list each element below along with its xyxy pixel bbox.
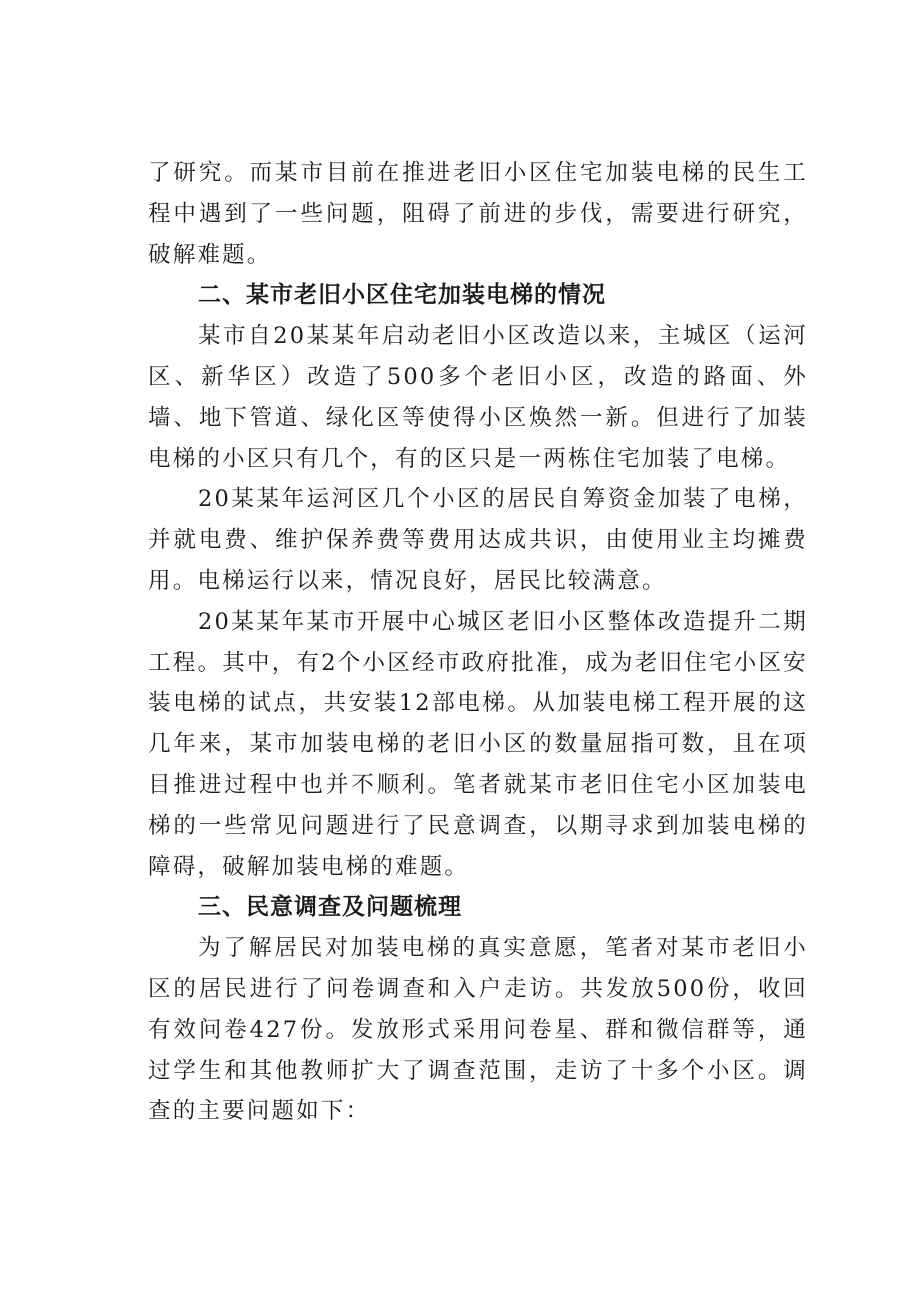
paragraph-survey: 为了解居民对加装电梯的真实意愿，笔者对某市老旧小区的居民进行了问卷调查和入户走访。共发放500份，收回有效问卷427份。发放形式采用问卷星、群和微信群等，通过学生和其他教师扩大了调查范围，走访了十多个小区。调查的主要问题如下： xyxy=(148,935,808,1125)
section-heading-3: 三、民意调查及问题梳理 xyxy=(198,894,462,921)
paragraph-continuation: 了研究。而某市目前在推进老旧小区住宅加装电梯的民生工程中遇到了一些问题，阻碍了前进的步伐，需要进行研究，破解难题。 xyxy=(148,160,808,268)
section-heading-2: 二、某市老旧小区住宅加装电梯的情况 xyxy=(198,282,606,309)
paragraph-yunhe: 20某某年运河区几个小区的居民自筹资金加装了电梯，并就电费、维护保养费等费用达成共识，由使用业主均摊费用。电梯运行以来，情况良好，居民比较满意。 xyxy=(148,486,808,594)
paragraph-pilot: 20某某年某市开展中心城区老旧小区整体改造提升二期工程。其中，有2个小区经市政府批准，成为老旧住宅小区安装电梯的试点，共安装12部电梯。从加装电梯工程开展的这几年来，某市加装电梯的老旧小区的数量屈指可数，且在项目推进过程中也并不顺利。笔者就某市老旧住宅小区加装电梯的一些常见问题进行了民意调查，以期寻求到加装电梯的障碍，破解加装电梯的难题。 xyxy=(148,608,808,880)
paragraph-overview: 某市自20某某年启动老旧小区改造以来，主城区（运河区、新华区）改造了500多个老旧小区，改造的路面、外墙、地下管道、绿化区等使得小区焕然一新。但进行了加装电梯的小区只有几个，有的区只是一两栋住宅加装了电梯。 xyxy=(148,323,808,472)
document-body xyxy=(148,153,808,1132)
